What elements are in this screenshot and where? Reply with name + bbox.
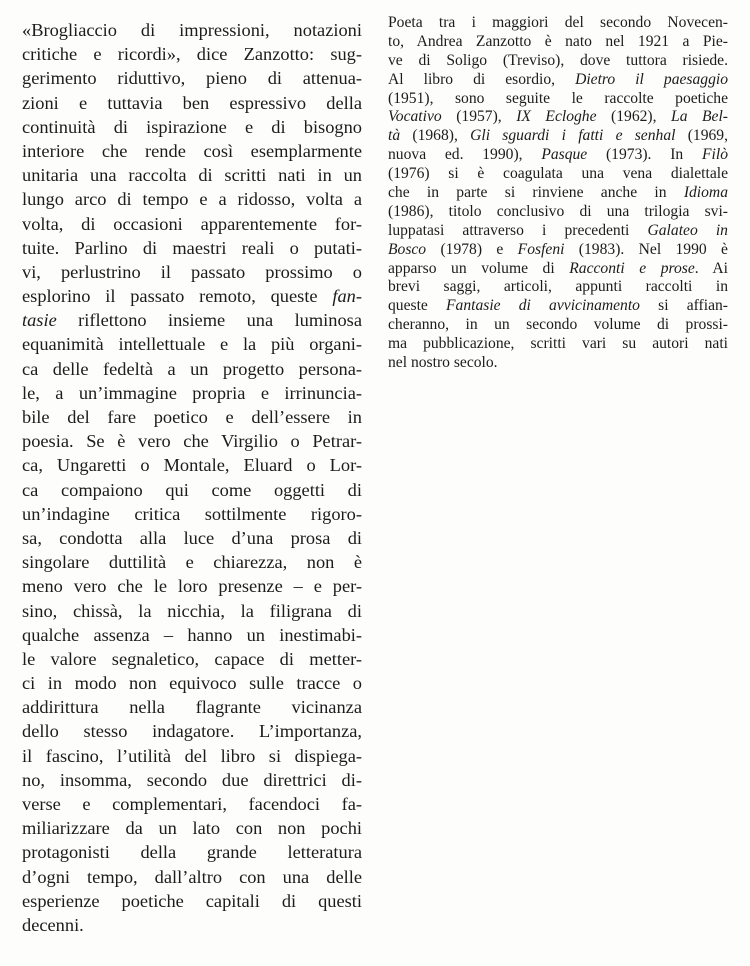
text-segment: tuite. Parlino di maestri reali o putati- [22, 237, 362, 258]
blurb-line [22, 115, 362, 139]
text-segment: equanimità intellettuale e la più organi- [22, 334, 362, 355]
italic-title-text: La Bel- [671, 108, 728, 126]
italic-title-text: Racconti e prose [569, 259, 695, 277]
italic-title-text: Fantasie di avvicinamento [446, 297, 640, 315]
text-segment: il fascino, l’utilità del libro si dispiega- [22, 745, 362, 766]
blurb-line [22, 405, 362, 429]
text-segment: esplorino il passato remoto, queste [22, 286, 333, 307]
italic-title-text: Fosfeni [517, 240, 565, 258]
text-segment: addirittura nella flagrante vicinanza [22, 697, 362, 718]
text-segment: bile del fare poetico e dell’essere in [22, 407, 362, 427]
italic-title-text: IX Ecloghe [516, 108, 597, 126]
text-segment: (1968), [400, 127, 471, 145]
blurb-line [22, 623, 362, 647]
text-segment: qualche assenza – hanno un inestimabi- [22, 624, 362, 645]
bio-line [388, 354, 728, 373]
text-segment: ci in modo non equivoco sulle tracce o [22, 673, 362, 694]
text-segment: critiche e ricordi», dice Zanzotto: sug- [22, 44, 362, 65]
text-segment: zioni e tuttavia ben espressivo della [22, 92, 362, 113]
text-segment: vi, perlustrino il passato prossimo o [22, 261, 362, 282]
bio-line [388, 165, 728, 184]
blurb-line [22, 840, 362, 864]
text-segment: Poeta tra i maggiori del secondo Novecen- [388, 14, 728, 31]
text-segment: poesia. Se è vero che Virgilio o Petrar- [22, 431, 362, 452]
text-segment: volta, di occasioni apparentemente for- [22, 213, 362, 234]
text-segment: lungo arco di tempo e a ridosso, volta a [22, 189, 362, 210]
blurb-line [22, 357, 362, 381]
text-segment: apparso un volume di [388, 259, 570, 277]
text-segment: continuità di ispirazione e di bisogno [22, 116, 362, 137]
text-segment: un’indagine critica sottilmente rigoro- [22, 503, 362, 524]
blurb-line [22, 42, 362, 66]
text-segment: (1962), [596, 108, 672, 126]
bio-line [388, 127, 728, 146]
blurb-line [22, 792, 362, 816]
blurb-line [22, 260, 362, 284]
text-segment: luppatasi attraverso i precedenti [388, 221, 648, 239]
text-segment: le, a un’immagine propria e irrinuncia- [22, 382, 362, 403]
text-segment: decenni. [22, 914, 84, 935]
text-segment: gerimento riduttivo, pieno di attenua- [22, 68, 362, 89]
blurb-line [22, 332, 362, 356]
bio-line [388, 260, 728, 279]
text-segment: ma pubblicazione, scritti vari su autori nati [388, 335, 728, 353]
text-segment: miliarizzare da un lato con non pochi [22, 818, 362, 839]
text-segment: singolare duttilità e chiarezza, non è [22, 552, 362, 573]
author-bio-column [388, 14, 728, 373]
text-segment: (1957), [441, 108, 517, 126]
italic-title-text: Pasque [541, 146, 588, 164]
text-segment: to, Andrea Zanzotto è nato nel 1921 a Pie- [388, 32, 728, 50]
bio-line [388, 278, 728, 297]
text-segment: (1978) e [426, 240, 518, 258]
bio-line [388, 33, 728, 52]
blurb-line [22, 719, 362, 743]
blurb-line [22, 236, 362, 260]
text-segment: meno vero che le loro presenze – e per- [22, 576, 362, 597]
text-segment: riflettono insieme una luminosa [56, 310, 362, 331]
bio-line [388, 146, 728, 165]
text-segment: nuova ed. 1990), [388, 146, 542, 164]
blurb-line [22, 599, 362, 623]
blurb-line [22, 91, 362, 115]
italic-title-text: tasie [22, 310, 57, 331]
bio-line [388, 184, 728, 203]
text-segment: . Ai [694, 259, 728, 277]
bio-line [388, 203, 728, 222]
blurb-line [22, 671, 362, 695]
text-segment: unitaria una raccolta di scritti nati in un [22, 165, 362, 186]
blurb-line [22, 18, 362, 42]
bio-line [388, 71, 728, 90]
blurb-line [22, 816, 362, 840]
text-segment: (1986), titolo conclusivo di una trilogia svi- [388, 202, 728, 220]
text-segment: si affian- [639, 297, 728, 315]
blurb-line [22, 187, 362, 211]
blurb-line [22, 381, 362, 405]
blurb-line [22, 768, 362, 792]
italic-title-text: Filò [702, 146, 728, 164]
text-segment: protagonisti della grande letteratura [22, 842, 362, 863]
text-segment: ca delle fedeltà a un progetto persona- [22, 358, 362, 379]
blurb-line [22, 647, 362, 671]
bio-line [388, 241, 728, 260]
text-segment: ca, Ungaretti o Montale, Eluard o Lor- [22, 455, 362, 476]
text-segment: no, insomma, secondo due direttrici di- [22, 769, 362, 790]
text-segment: ca compaiono qui come oggetti di [22, 479, 362, 500]
blurb-line [22, 526, 362, 550]
italic-title-text: Gli sguardi i fatti e senhal [470, 127, 676, 145]
blurb-line [22, 502, 362, 526]
blurb-line [22, 453, 362, 477]
text-segment: ve di Soligo (Treviso), dove tuttora risiede. [388, 51, 728, 69]
bio-line [388, 222, 728, 241]
text-segment: (1983). Nel 1990 è [564, 240, 728, 258]
bio-line [388, 90, 728, 109]
blurb-line [22, 550, 362, 574]
text-segment: nel nostro secolo. [388, 354, 498, 372]
text-segment: verse e complementari, facendoci fa- [22, 794, 362, 814]
text-segment: (1976) si è coagulata una vena dialettale [388, 165, 728, 183]
text-segment: interiore che rende così esemplarmente [22, 140, 362, 161]
bio-line [388, 316, 728, 335]
text-segment: le valore segnaletico, capace di metter- [22, 648, 362, 669]
text-segment: brevi saggi, articoli, appunti raccolti in [388, 278, 728, 296]
blurb-line [22, 574, 362, 598]
bio-line [388, 297, 728, 316]
text-segment: (1973). In [587, 146, 702, 164]
blurb-line [22, 744, 362, 768]
blurb-line [22, 139, 362, 163]
text-segment: che in parte si rinviene anche in [388, 184, 684, 202]
text-segment: «Brogliaccio di impressioni, notazioni [22, 20, 362, 40]
italic-title-text: Galateo in [647, 221, 728, 239]
blurb-column [22, 18, 362, 937]
blurb-line [22, 429, 362, 453]
blurb-line [22, 478, 362, 502]
blurb-line [22, 913, 362, 937]
blurb-line [22, 163, 362, 187]
text-segment: sa, condotta alla luce d’una prosa di [22, 527, 362, 548]
bio-line [388, 108, 728, 127]
blurb-line [22, 66, 362, 90]
blurb-line [22, 308, 362, 332]
italic-title-text: fan- [332, 286, 362, 307]
italic-title-text: Bosco [388, 240, 427, 258]
italic-title-text: Vocativo [388, 108, 442, 126]
text-segment: (1969, [675, 127, 728, 145]
bio-line [388, 14, 728, 33]
text-segment: sino, chissà, la nicchia, la filigrana di [22, 600, 362, 621]
text-segment: queste [388, 297, 447, 315]
text-segment: esperienze poetiche capitali di questi [22, 890, 362, 911]
text-segment: Al libro di esordio, [388, 70, 576, 88]
blurb-line [22, 889, 362, 913]
text-segment: cheranno, in un secondo volume di prossi- [388, 316, 728, 334]
italic-title-text: Dietro il paesaggio [575, 70, 729, 88]
blurb-line [22, 695, 362, 719]
text-segment: (1951), sono seguite le raccolte poetiche [388, 89, 728, 107]
text-segment: d’ogni tempo, dall’altro con una delle [22, 866, 362, 887]
italic-title-text: Idioma [683, 184, 728, 202]
bio-line [388, 52, 728, 71]
blurb-line [22, 212, 362, 236]
blurb-line [22, 284, 362, 308]
text-segment: dello stesso indagatore. L’importanza, [22, 721, 362, 742]
blurb-line [22, 865, 362, 889]
italic-title-text: tà [388, 127, 401, 145]
bio-line [388, 335, 728, 354]
